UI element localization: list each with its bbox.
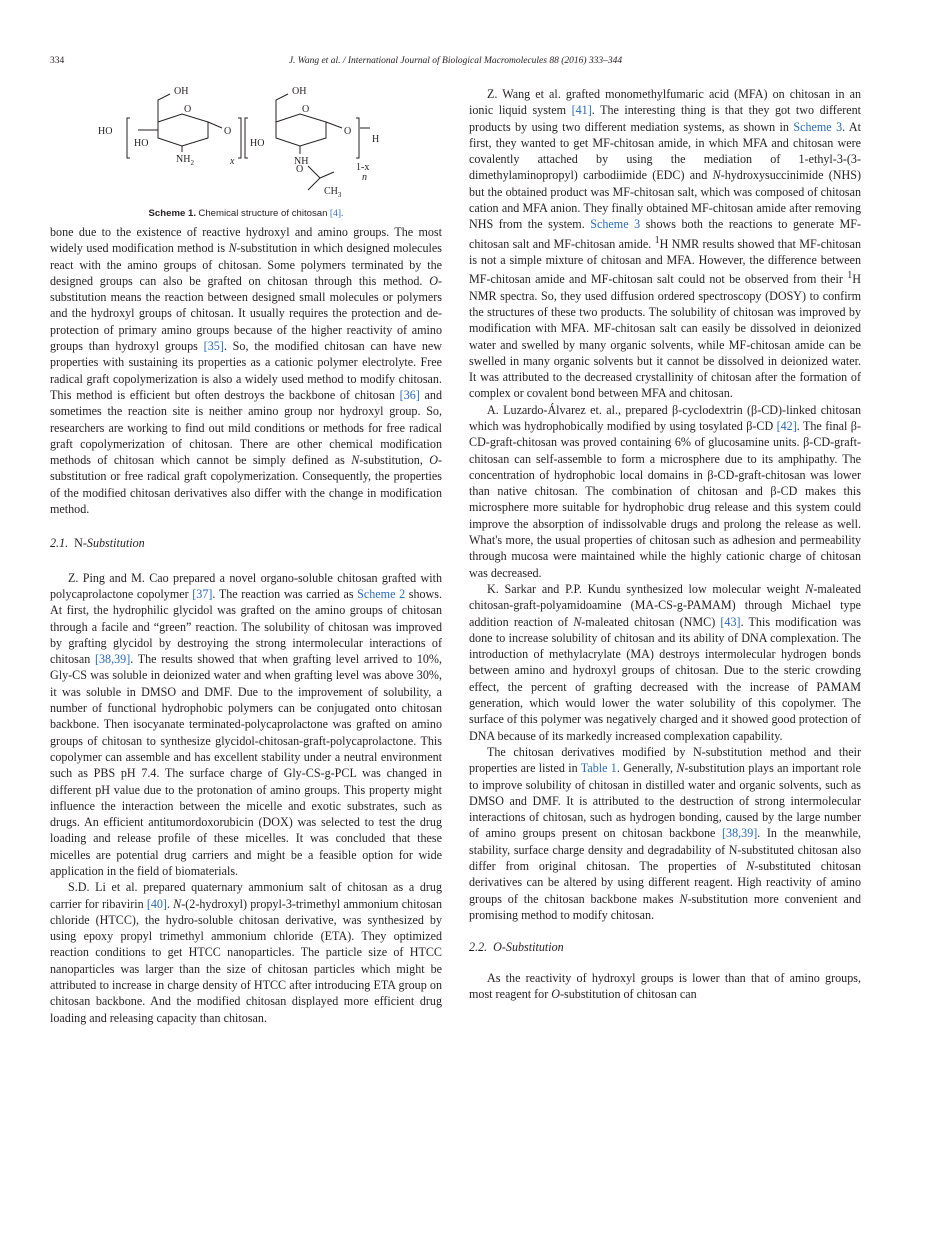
scheme-link[interactable]: Scheme 2 bbox=[357, 586, 406, 601]
citation-link[interactable]: [43] bbox=[720, 614, 741, 629]
label-nh2: $NH_2$ bbox=[176, 154, 194, 167]
scheme-link[interactable]: Scheme 3 bbox=[590, 217, 641, 232]
citation-link[interactable]: [41] bbox=[571, 103, 592, 118]
label-one-minus-x: 1-x bbox=[356, 162, 370, 173]
paragraph: bone due to the existence of reactive hydroxyl and amino groups. The most widely used modification method is N-substitution in which designed molecules react with the amino groups of chitosan. Some polymers terminated by the designed groups can also be grafted on chitosan through this method. O-substitution means the reaction between designed small molecules or polymers and the hydroxyl groups of chitosan. It usually requires the protection and de-protection of primary amino groups because of the higher reactivity of amino groups than hydroxyl groups [35]. So, the modified chitosan can have new properties with sustaining its properties as a cationic polymer electrolyte. Free radical graft copolymerization is also a widely used method to modify chitosan. This method is efficient but often destroys the backbone of chitosan [36] and sometimes the reaction site is neither amino group nor hydroxyl group. So, researchers are working to find out mild conditions or methods for free radical graft copolymerization of chitosan. There are other chemical modification methods of chitosan which cannot be simply defined as N-substitution, O-substitution or free radical graft copolymerization. Consequently, the properties of the modified chitosan derivatives also differ with the change in modification method. bbox=[50, 225, 442, 517]
paragraph: K. Sarkar and P.P. Kundu synthesized low molecular weight N-maleated chitosan-graft-polyamidoamine (MA-CS-g-PAMAM) through Michael type addition reaction of N-maleated chitosan (NMC) [43]. This modification was done to increase solubility of chitosan and its ability of DNA complexation. The introduction of methylacrylate (MA) destroys intermolecular hydrogen bonds between amino and hydroxyl groups of chitosan. Due to the steric crowding effect, the percent of grafting decreased with the increase of PAMAM generation, which would lower the water solubility of this copolymer. The surface of this polymer was negatively charged and it showed good protection of DNA because of its markedly increased complexation capability. bbox=[469, 581, 862, 743]
label-o-ring-1: O bbox=[184, 104, 192, 115]
label-o-ring-2: O bbox=[302, 104, 310, 115]
label-ch3: $CH_3$ bbox=[324, 186, 342, 198]
caption-text: Chemical structure of chitosan bbox=[198, 208, 328, 219]
citation-link[interactable]: [37] bbox=[192, 586, 213, 601]
label-oh-2: OH bbox=[292, 86, 307, 97]
paragraph: A. Luzardo-Álvarez et. al., prepared β-cyclodextrin (β-CD)-linked chitosan which was hydrophobically modified by using tosylated β-CD [42]. The final β-CD-graft-chitosan was proved containing 6% of glucosamine units. β-CD-graft-chitosan can self-assemble to form a microsphere due to its amphipathy. The concentration of hydrophobic local domains in β-CD-graft-chitosan was lower than native chitosan. The combination of chitosan and β-CD makes this microsphere more suitable for hydrophobic drug release and this system could improve the absorption of indissolvable drugs and prolong the release as well. What's more, the usual properties of chitosan such as adhesion and permeability through mucosa were maintained while the highly cationic charge of chitosan was decreased. bbox=[469, 402, 861, 580]
scheme-1-figure bbox=[50, 86, 442, 224]
paragraph: Z. Wang et al. grafted monomethylfumaric acid (MFA) on chitosan in an ionic liquid system [41]. The interesting thing is that they got two different products by using two different mediation systems, as shown in Scheme 3. At first, they wanted to get MF-chitosan amide, in which MFA and chitosan were covalently attached by using the mediation of 1-ethyl-3-(3-dimethylaminopropyl) carbodiimide (EDC) and N-hydroxysuccinimide (NHS) but the obtained product was MF-chitosan salt, which was composed of chitosan cation and MFA anion. They finally obtained MF-chitosan amide after removing NHS from the system. Scheme 3 shows both the reactions to generate MF-chitosan salt and MF-chitosan amide. $^1$H NMR results showed that MF-chitosan is not a simple mixture of chitosan and MFA. However, the difference between MF-chitosan amide and MF-chitosan salt could not be observed from their $^1$H NMR spectra. So, they used diffusion ordered spectroscopy (DOSY) to confirm the structures of these two products. The solubility of chitosan was improved by modification with MFA. MF-chitosan salt can easily be dissolved in deionized water and swelled by many organic solvents, while MF-chitosan amide can be swelled in many organic solvents but it cannot be dissolved in deionized water. It was attributed to the decreased crystallinity of chitosan after the formation of complex or covalent bond between MFA and chitosan. bbox=[469, 87, 862, 401]
section-heading-2-1: 2.1. N-Substitution bbox=[50, 536, 145, 551]
label-oh-1: OH bbox=[174, 86, 189, 97]
label-ho-ring-2: HO bbox=[250, 138, 265, 149]
citation-link[interactable]: [36] bbox=[399, 387, 420, 402]
label-o-carbonyl: O bbox=[296, 164, 304, 175]
label-x: x bbox=[230, 156, 235, 167]
label-o-link-1: O bbox=[224, 126, 232, 137]
section-heading-2-2: 2.2. O-Substitution bbox=[469, 940, 564, 955]
left-column bbox=[50, 86, 442, 1026]
label-n: n bbox=[362, 172, 367, 183]
label-ho-ring-1: HO bbox=[134, 138, 149, 149]
table-link[interactable]: Table 1 bbox=[580, 761, 617, 776]
paragraph: S.D. Li et al. prepared quaternary ammonium salt of chitosan as a drug carrier for ribavirin [40]. N-(2-hydroxyl) propyl-3-trimethyl ammonium chitosan chloride (HTCC), the hydro-soluble chitosan derivative, was synthesized by using epoxy propyl trimethyl ammonium chloride (ETA). They optimized reaction conditions to get HTCC nanoparticles. The particle size of HTCC nanoparticles was larger than the size of chitosan particles which might be attributed to increase in charge density of HTCC after introducing ETA group on chitosan backbone. And the modified chitosan displayed more efficient drug loading and releasing capacity than chitosan. bbox=[50, 880, 442, 1025]
paragraph: As the reactivity of hydroxyl groups is lower than that of amino groups, most reagent for O-substitution of chitosan can bbox=[469, 970, 861, 1001]
citation-link[interactable]: [42] bbox=[776, 419, 797, 433]
chitosan-structure-diagram bbox=[98, 86, 418, 198]
paragraph: The chitosan derivatives modified by N-substitution method and their properties are listed in Table 1. Generally, N-substitution plays an important role to improve solubility of chitosan in distilled water and organic solvents, such as DMSO and DMF. It is attributed to the destruction of strong intermolecular interactions of chitosan, such as hydrogen bonding, caused by the large number of amino groups present on chitosan backbone [38,39]. In the meanwhile, stability, surface charge density and degradability of N-substituted chitosan also differ from original chitosan. The properties of N-substituted chitosan derivatives can be altered by using different reagent. High reactivity of amino groups of the chitosan backbone makes N-substitution more convenient and promising method to modify chitosan. bbox=[469, 744, 862, 922]
page-number: 334 bbox=[50, 56, 65, 66]
label-nh: NH bbox=[294, 156, 309, 167]
caption-ref-link[interactable]: [4]. bbox=[329, 208, 344, 219]
paragraph: Z. Ping and M. Cao prepared a novel organo-soluble chitosan grafted with polycaprolactone copolymer [37]. The reaction was carried as Scheme 2 shows. At first, the hydrophilic glycidol was grafted on the amino groups of chitosan through a facile and “green” reaction. The solubility of chitosan was improved by grafting glycidol by destroying the strong intermolecular interactions of chitosan [38,39]. The results showed that when grafting level arrived to 10%, Gly-CS was soluble in deionized water and when grafting level was above 30%, it was soluble in DMSO and DMF. Due to the improvement of solubility, a number of functional hydrophobic polymers can be conjugated onto chitosan backbone. Then isocyanate terminated-polycaprolactone was grafted on amino groups of chitosan to synthesize glycidol-chitosan-graft-polycaprolactone. This copolymer can assemble and has excellent stability under a neutral environment such as PBS pH 7.4. The surface charge of Gly-CS-g-PCL was changed in different pH value due to the protonation of amino groups. This property might influence the interaction between the micelle and exotic substrates, such as drugs. An efficient antitumordoxorubicin (DOX) was selected to test the drug loading and release profile of these micelles. It was concluded that these micelles are potential drug carriers and might be a feasible option for wide application in the field of biomaterials. bbox=[50, 570, 443, 878]
citation-link[interactable]: [38,39] bbox=[722, 826, 758, 841]
caption-label: Scheme 1. bbox=[148, 208, 196, 219]
citation-link[interactable]: [40] bbox=[146, 896, 167, 911]
label-ho-left: HO bbox=[98, 126, 113, 137]
citation-link[interactable]: [38,39] bbox=[94, 652, 131, 667]
right-column bbox=[469, 86, 861, 1002]
label-o-link-2: O bbox=[344, 126, 352, 137]
citation-link[interactable]: [35] bbox=[203, 339, 224, 354]
page-header bbox=[50, 56, 861, 70]
scheme-link[interactable]: Scheme 3 bbox=[793, 119, 843, 134]
label-h-end: H bbox=[372, 134, 380, 145]
running-title: J. Wang et al. / International Journal of Biological Macromolecules 88 (2016) 333–344 bbox=[288, 56, 623, 66]
scheme-caption bbox=[50, 206, 442, 222]
